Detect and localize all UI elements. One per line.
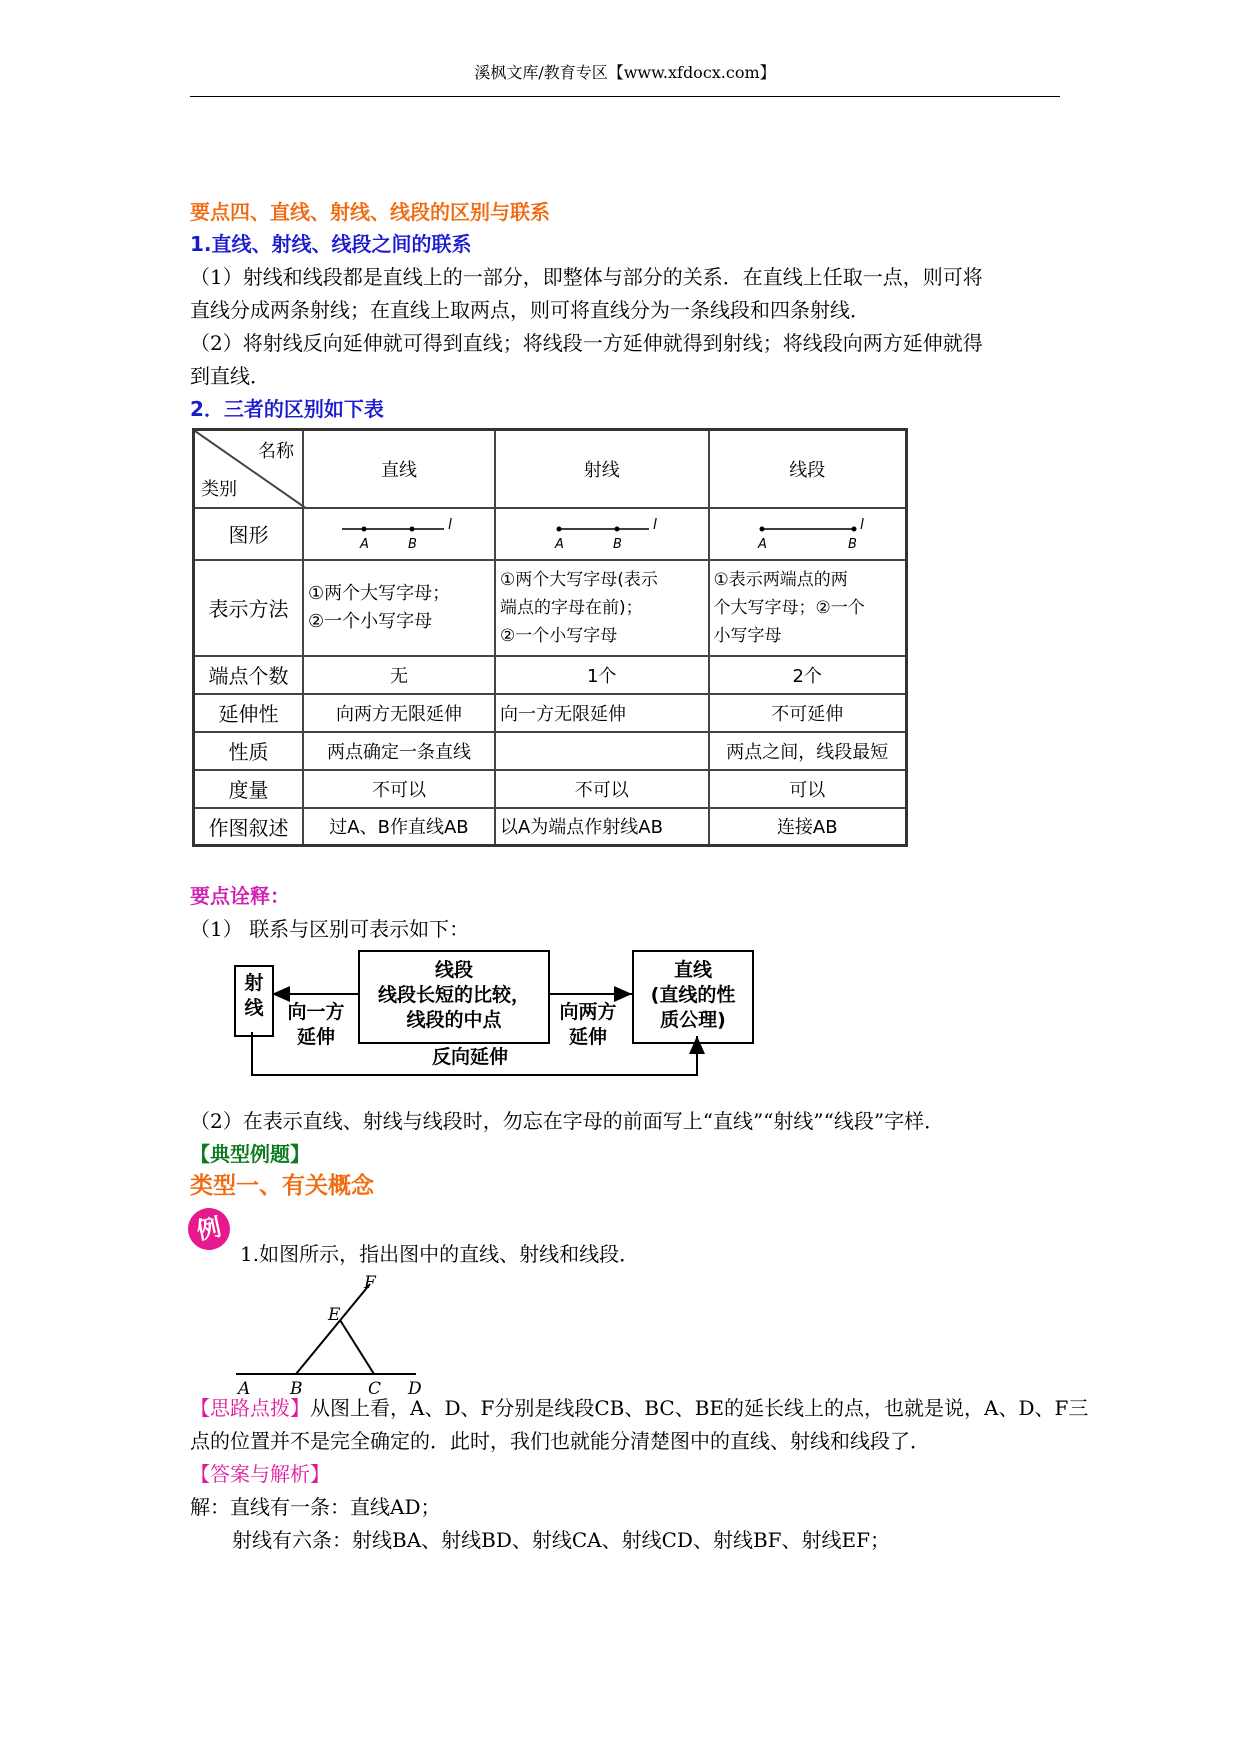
table-corner-cell — [194, 430, 303, 508]
fig-label-A: A — [359, 536, 369, 551]
question-1: 1.如图所示，指出图中的直线、射线和线段． — [240, 1242, 640, 1266]
svg-text:l: l — [652, 516, 657, 533]
fig-label-l: l — [447, 516, 452, 533]
point-label-F: F — [364, 1273, 376, 1293]
notation-segment: ①表示两端点的两 个大写字母；②一个 小写字母 — [709, 560, 907, 656]
property-line: 两点确定一条直线 — [303, 732, 495, 770]
examples-heading: 【典型例题】 — [190, 1142, 310, 1166]
svg-text:B: B — [848, 536, 858, 551]
flow-label-reverse: 反向延伸 — [431, 1046, 508, 1068]
example-badge: 例 — [184, 1204, 234, 1254]
col-header-line: 直线 — [303, 430, 495, 508]
answer-tag: 【答案与解析】 — [190, 1462, 330, 1486]
flow-label-one-direction: 向一方 延伸 — [287, 1001, 345, 1048]
point-label-E: E — [328, 1305, 341, 1325]
extension-line: 向两方无限延伸 — [303, 694, 495, 732]
point-label-C: C — [368, 1379, 382, 1399]
page-header: 溪枫文库/教育专区【www.xfdocx.com】 — [474, 63, 776, 82]
hint-tag: 【思路点拨】 — [190, 1396, 310, 1420]
hint-line-2: 点的位置并不是完全确定的．此时，我们也就能分清楚图中的直线、射线和线段了． — [190, 1429, 930, 1453]
construction-segment: 连接AB — [709, 808, 907, 846]
flow-box-segment: 线段 线段长短的比较， 线段的中点 — [358, 950, 550, 1044]
construction-line: 过A、B作直线AB — [303, 808, 495, 846]
extension-ray: 向一方无限延伸 — [495, 694, 709, 732]
measure-ray: 不可以 — [495, 770, 709, 808]
endpoints-segment: 2个 — [709, 656, 907, 694]
answer-line-2: 射线有六条：射线BA、射线BD、射线CA、射线CD、射线BF、射线EF； — [232, 1528, 891, 1552]
note-1: （1） 联系与区别可表示如下： — [190, 917, 470, 941]
paragraph-2-line-2: 到直线． — [190, 364, 270, 388]
paragraph-2-line-1: （2）将射线反向延伸就可得到直线；将线段一方延伸就得到射线；将线段向两方延伸就得 — [190, 331, 983, 355]
corner-category-label: 类别 — [201, 478, 237, 500]
row-head-measure: 度量 — [194, 770, 303, 808]
point-label-D: D — [408, 1379, 422, 1399]
type-1-heading: 类型一、有关概念 — [190, 1173, 374, 1199]
corner-name-label: 名称 — [257, 441, 294, 462]
property-ray — [495, 732, 709, 770]
subheading-relations: 1.直线、射线、线段之间的联系 — [190, 232, 472, 256]
property-segment: 两点之间，线段最短 — [709, 732, 907, 770]
flow-label-two-directions: 向两方 延伸 — [559, 1001, 617, 1048]
endpoints-line: 无 — [303, 656, 495, 694]
flow-box-ray: 射 线 — [234, 965, 274, 1037]
fig-label-B: B — [407, 536, 417, 551]
svg-text:B: B — [612, 536, 622, 551]
svg-text:A: A — [554, 536, 564, 551]
row-head-figure: 图形 — [194, 508, 303, 560]
measure-segment: 可以 — [709, 770, 907, 808]
geometry-figure — [230, 1270, 440, 1400]
hint-text-1: 从图上看，A、D、F分别是线段CB、BC、BE的延长线上的点，也就是说，A、D、F三 — [310, 1396, 1089, 1420]
notation-ray: ①两个大写字母(表示 端点的字母在前)； ②一个小写字母 — [495, 560, 709, 656]
figure-ray — [495, 508, 709, 560]
note-2: （2）在表示直线、射线与线段时，勿忘在字母的前面写上“直线”“射线”“线段”字样． — [190, 1109, 945, 1133]
paragraph-1-line-2: 直线分成两条射线；在直线上取两点，则可将直线分为一条线段和四条射线． — [190, 298, 870, 322]
hint-line-1 — [190, 1392, 1088, 1425]
answer-line-1: 解：直线有一条：直线AD； — [190, 1495, 441, 1519]
row-head-extension: 延伸性 — [194, 694, 303, 732]
flow-box-line: 直线 (直线的性 质公理) — [632, 950, 754, 1044]
subheading-differences: 2．三者的区别如下表 — [190, 397, 384, 421]
figure-line — [303, 508, 495, 560]
col-header-ray: 射线 — [495, 430, 709, 508]
point-label-A: A — [238, 1379, 251, 1399]
endpoints-ray: 1个 — [495, 656, 709, 694]
figure-segment — [709, 508, 907, 560]
comparison-table — [192, 428, 908, 847]
col-header-segment: 线段 — [709, 430, 907, 508]
notation-line: ①两个大写字母； ②一个小写字母 — [303, 560, 495, 656]
svg-text:l: l — [860, 516, 865, 533]
row-head-endpoints: 端点个数 — [194, 656, 303, 694]
note-title: 要点诠释： — [190, 884, 290, 908]
row-head-construction: 作图叙述 — [194, 808, 303, 846]
construction-ray: 以A为端点作射线AB — [495, 808, 709, 846]
paragraph-1-line-1: （1）射线和线段都是直线上的一部分，即整体与部分的关系．在直线上任取一点，则可将 — [190, 265, 983, 289]
header-divider — [190, 96, 1060, 97]
row-head-notation: 表示方法 — [194, 560, 303, 656]
point-label-B: B — [290, 1379, 303, 1399]
measure-line: 不可以 — [303, 770, 495, 808]
extension-segment: 不可延伸 — [709, 694, 907, 732]
section-title: 要点四、直线、射线、线段的区别与联系 — [190, 200, 550, 224]
svg-text:A: A — [758, 536, 768, 551]
row-head-property: 性质 — [194, 732, 303, 770]
